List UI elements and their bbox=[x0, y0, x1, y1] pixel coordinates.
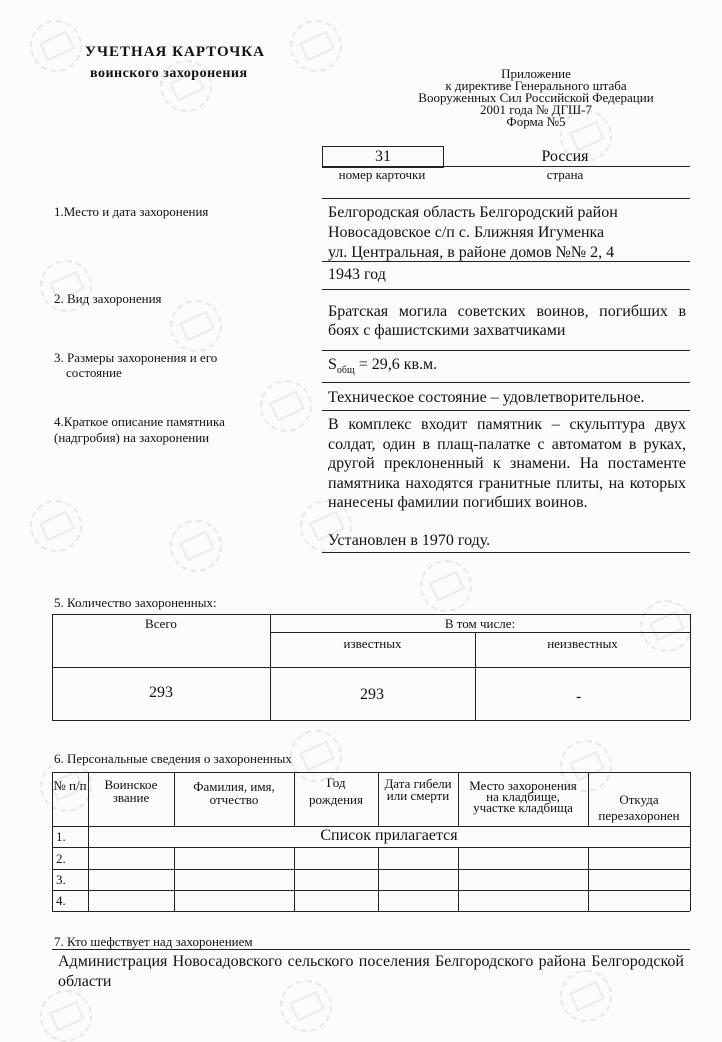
patron-label: 7. Кто шефствует над захоронением bbox=[54, 934, 253, 949]
description-label-line: 4.Краткое описание памятника bbox=[54, 414, 225, 429]
list-attached-note: Список прилагается bbox=[320, 827, 458, 844]
count-including-header: В том числе: bbox=[444, 616, 516, 631]
col-header-from: Откуда перезахоронен bbox=[598, 792, 680, 823]
col-header-death: Дата гибели или смерти bbox=[384, 776, 452, 803]
installed-year: Установлен в 1970 году. bbox=[328, 532, 491, 549]
place-line: Белгородская область Белгородский район bbox=[328, 204, 618, 221]
divider bbox=[52, 949, 690, 950]
col-header-num: № п/п bbox=[53, 778, 87, 793]
size-amount: = 29,6 кв.м. bbox=[354, 356, 438, 373]
technical-condition: Техническое состояние – удовлетворительное. bbox=[328, 389, 645, 406]
count-total: 293 bbox=[149, 684, 173, 701]
divider bbox=[322, 289, 690, 290]
divider bbox=[322, 166, 690, 167]
description-label bbox=[54, 414, 225, 446]
place-label: 1.Место и дата захоронения bbox=[54, 204, 209, 219]
size-subscript: общ bbox=[336, 365, 355, 377]
count-known-header: известных bbox=[343, 636, 402, 651]
size-label-line: состояние bbox=[66, 365, 122, 380]
appendix-line: Приложение bbox=[501, 66, 571, 81]
divider bbox=[322, 350, 690, 351]
monument-description: В комплекс входит памятник – скульптура двух солдат, один в плащ-палатке с автоматом в руках, другой преклоненный к знамени. На постаменте памятника находятся гранитные плиты, на которых нанесены фамилии погибших воинов. bbox=[328, 416, 686, 511]
size-value bbox=[328, 356, 437, 376]
col-header-birth: Год рождения bbox=[309, 775, 363, 807]
row-number: 3. bbox=[56, 872, 66, 887]
col-header-rank: Воинское звание bbox=[104, 777, 158, 805]
personal-label: 6. Персональные сведения о захороненных bbox=[54, 751, 292, 766]
card-title: УЧЕТНАЯ КАРТОЧКА bbox=[85, 44, 265, 60]
count-known: 293 bbox=[360, 686, 384, 703]
burial-date: 1943 год bbox=[328, 266, 386, 283]
col-header-name: Фамилия, имя, отчество bbox=[193, 779, 275, 807]
place-line: Новосадовское с/п с. Ближняя Игуменка bbox=[328, 224, 605, 241]
divider bbox=[322, 410, 690, 411]
col-header-place: Место захоронения на кладбище, участке кладбища bbox=[469, 778, 577, 815]
appendix-line: 2001 года № ДГШ-7 bbox=[480, 102, 592, 117]
divider bbox=[322, 198, 690, 199]
count-total-header: Всего bbox=[145, 616, 177, 631]
country-label: страна bbox=[546, 167, 584, 182]
appendix-line: Форма №5 bbox=[506, 114, 566, 129]
count-unknown: - bbox=[576, 688, 582, 705]
count-label: 5. Количество захороненных: bbox=[54, 595, 217, 610]
size-label bbox=[54, 350, 217, 380]
place-line: ул. Центральная, в районе домов №№ 2, 4 bbox=[328, 244, 615, 261]
card-number-label: номер карточки bbox=[338, 167, 426, 182]
country: Россия bbox=[541, 148, 589, 165]
type-value: Братская могила советских воинов, погибших в боях с фашистскими захватчиками bbox=[328, 303, 686, 339]
row-number: 2. bbox=[56, 851, 66, 866]
description-label-line: (надгробия) на захоронении bbox=[54, 430, 210, 445]
card-number: 31 bbox=[322, 146, 444, 168]
patron-value: Администрация Новосадовского сельского поселения Белгородского района Белгородской области bbox=[58, 953, 684, 990]
card-subtitle: воинского захоронения bbox=[90, 66, 248, 81]
divider bbox=[322, 261, 690, 262]
size-label-line: 3. Размеры захоронения и его bbox=[54, 350, 218, 365]
divider bbox=[322, 552, 690, 553]
type-label: 2. Вид захоронения bbox=[54, 291, 162, 306]
appendix-line: к директиве Генерального штаба bbox=[445, 78, 627, 93]
count-unknown-header: неизвестных bbox=[547, 636, 618, 651]
divider bbox=[322, 382, 690, 383]
size-symbol: S bbox=[328, 356, 337, 373]
place-value bbox=[328, 203, 618, 263]
row-number: 4. bbox=[56, 893, 66, 908]
appendix-note bbox=[400, 68, 672, 128]
row-number: 1. bbox=[56, 829, 66, 844]
appendix-line: Вооруженных Сил Российской Федерации bbox=[418, 90, 654, 105]
